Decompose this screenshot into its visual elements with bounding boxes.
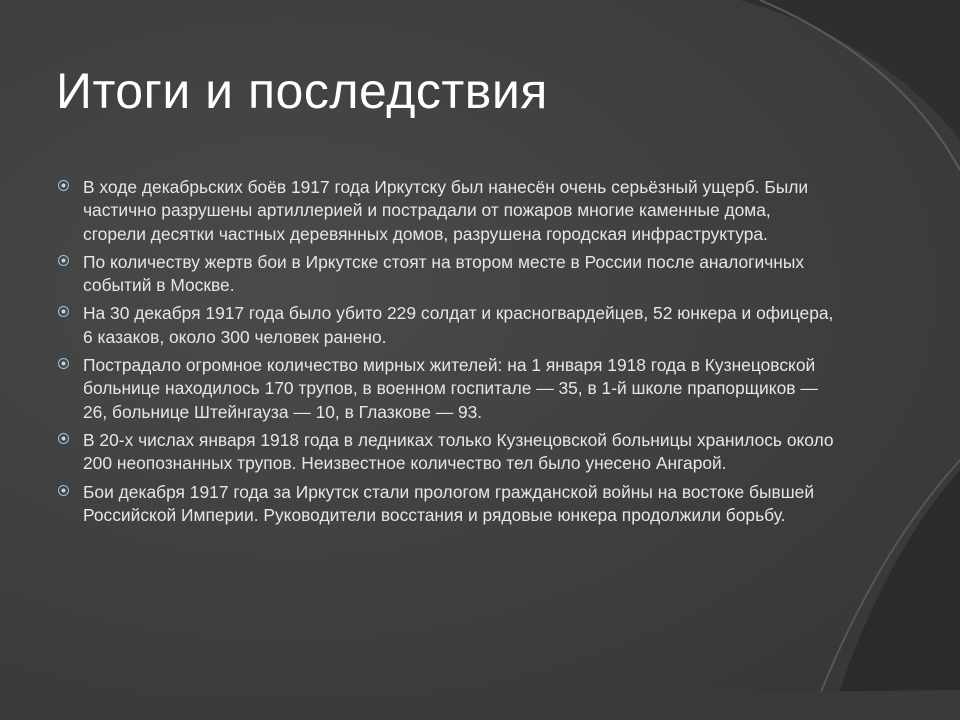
bullet-circle-icon [58,255,69,266]
bottom-right-panel [830,470,960,720]
bullet-circle-icon [58,358,69,369]
bullet-item [58,481,838,528]
bullet-item [58,354,838,424]
bottom-band [0,690,960,720]
bullet-item [58,176,838,246]
bullet-circle-icon [58,306,69,317]
bullet-circle-icon [58,485,69,496]
bullet-text: В 20-х числах января 1918 года в ледниках только Кузнецовской больницы хранилось около 200 неопознанных трупов. Неизвестное количество тел было унесено Ангарой. [83,429,834,474]
bullet-text: Бои декабря 1917 года за Иркутск стали прологом гражданской войны на востоке бывшей Российской Империи. Руководители восстания и рядовые юнкера продолжили борьбу. [83,481,815,525]
bullet-circle-icon [58,180,69,191]
bullet-text: По количеству жертв бои в Иркутске стоят на втором месте в России после аналогичных событий в Москве. [83,251,805,296]
bullet-text: На 30 декабря 1917 года было убито 229 солдат и красногвардейцев, 52 юнкера и офицера, 6 казаков, около 300 человек ранено. [83,303,834,347]
bullet-list [58,176,838,532]
bullet-item [58,251,838,298]
bullet-text: В ходе декабрьских боёв 1917 года Иркутску был нанесён очень серьёзный ущерб. Были частично разрушены артиллерией и пострадали от пожаров многие каменные дома, сгорели десятки частных деревянных домов, разрушена городская инфраструктура. [83,177,809,244]
bullet-text: Пострадало огромное количество мирных жителей: на 1 января 1918 года в Кузнецовской больнице находилось 170 трупов, в военном госпитале — 35, в 1-й школе прапорщиков — 26, больнице Штейнгауза — 10, в Глазкове — 93. [83,355,818,422]
slide-title: Итоги и последствия [56,63,548,119]
bullet-item [58,429,838,476]
bullet-item [58,302,838,349]
bullet-circle-icon [58,433,69,444]
